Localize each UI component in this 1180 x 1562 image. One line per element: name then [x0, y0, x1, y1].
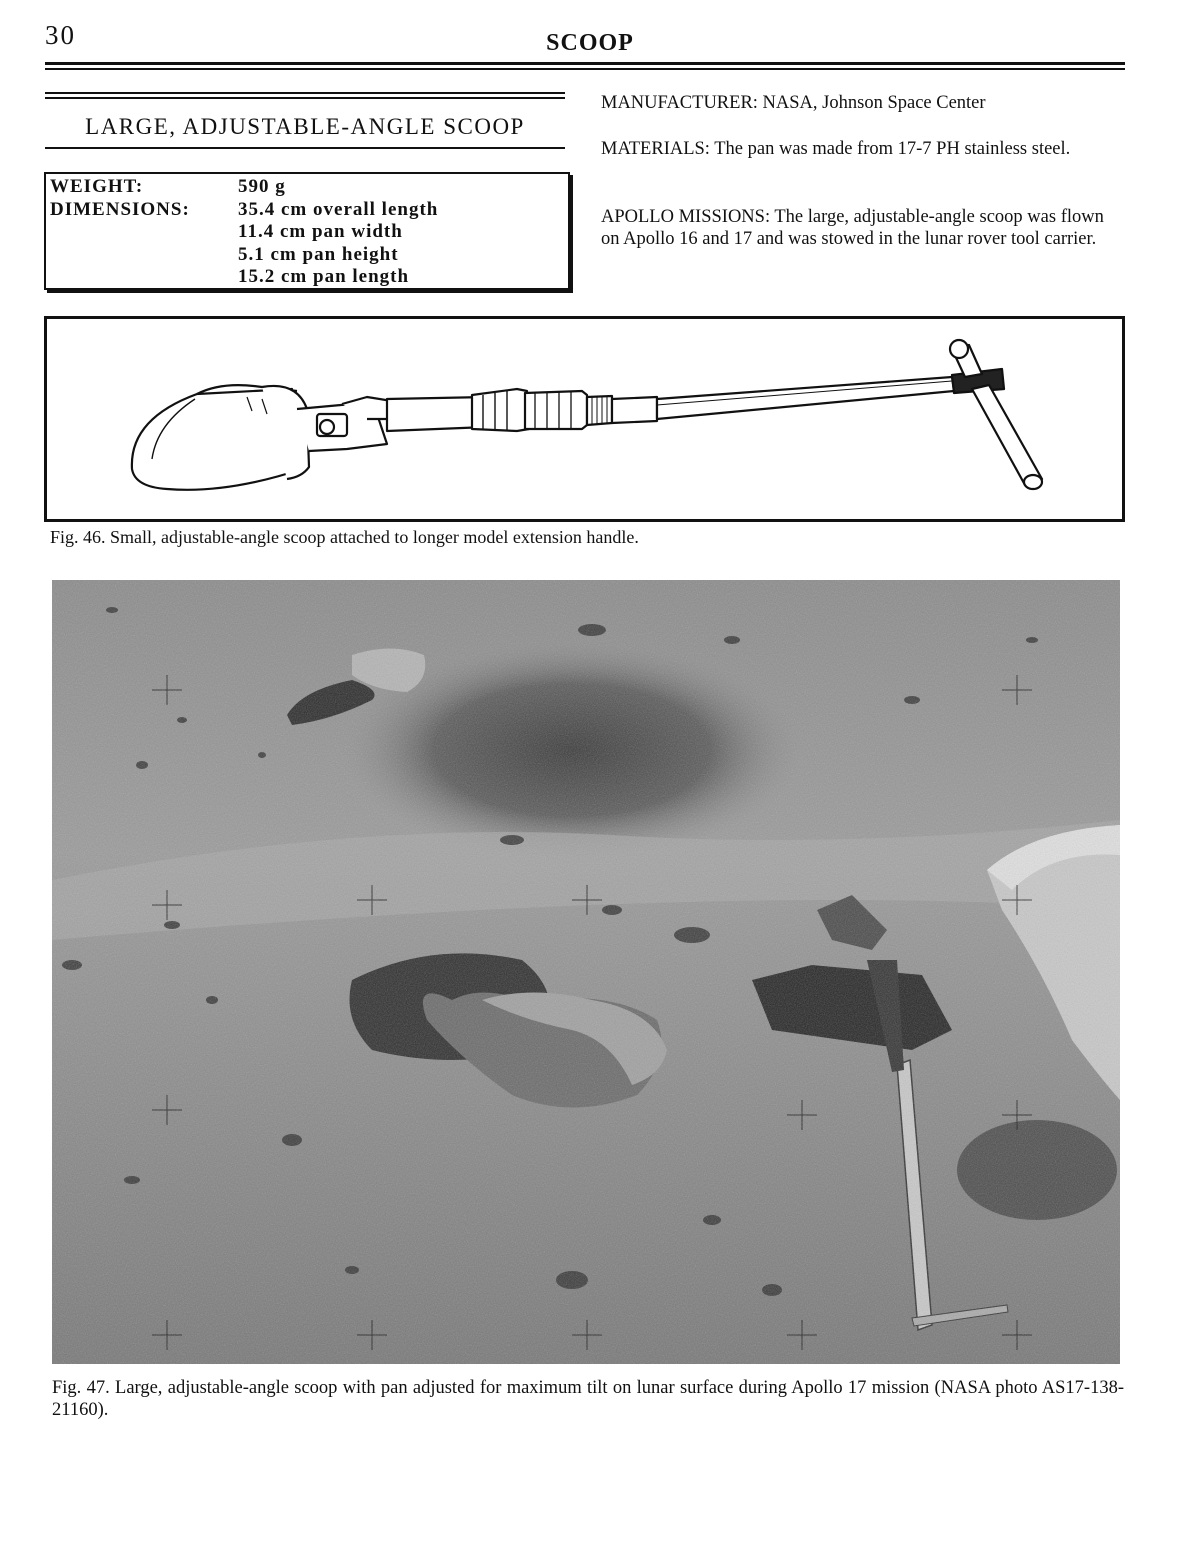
title-rule-bottom: [45, 147, 565, 149]
dimensions-label: DIMENSIONS:: [50, 198, 190, 220]
dimension-pan-width: 11.4 cm pan width: [238, 221, 403, 242]
item-title: LARGE, ADJUSTABLE-ANGLE SCOOP: [85, 114, 525, 139]
page-number: 30: [45, 20, 76, 50]
weight-label: WEIGHT:: [50, 176, 144, 197]
title-rule-top-inner: [45, 97, 565, 99]
materials-text: MATERIALS: The pan was made from 17-7 PH stainless steel.: [601, 139, 1071, 159]
title-rule-top: [45, 92, 565, 94]
dimension-pan-length: 15.2 cm pan length: [238, 266, 410, 287]
manufacturer-text: MANUFACTURER: NASA, Johnson Space Center: [601, 93, 986, 113]
figure-47-photo: [52, 580, 1120, 1364]
figure-47-caption: Fig. 47. Large, adjustable-angle scoop with pan adjusted for maximum tilt on lunar surface during Apollo 17 mission (NASA photo AS17-138-21160).: [52, 1378, 1124, 1420]
missions-text: APOLLO MISSIONS: The large, adjustable-angle scoop was flown on Apollo 16 and 17 and was stowed in the lunar rover tool carrier.: [601, 207, 1104, 249]
dimension-overall-length: 35.4 cm overall length: [238, 198, 439, 220]
figure-46-caption: Fig. 46. Small, adjustable-angle scoop attached to longer model extension handle.: [50, 527, 639, 547]
weight-value: 590 g: [238, 176, 286, 197]
section-title: SCOOP: [546, 30, 634, 56]
spec-box: [44, 172, 570, 290]
header-rule: [45, 62, 1125, 65]
scoop-drawing: [47, 319, 1122, 519]
dimension-pan-height: 5.1 cm pan height: [238, 243, 399, 265]
lunar-surface-photo: [52, 580, 1120, 1364]
figure-46-frame: [44, 316, 1125, 522]
header-rule-secondary: [45, 68, 1125, 70]
